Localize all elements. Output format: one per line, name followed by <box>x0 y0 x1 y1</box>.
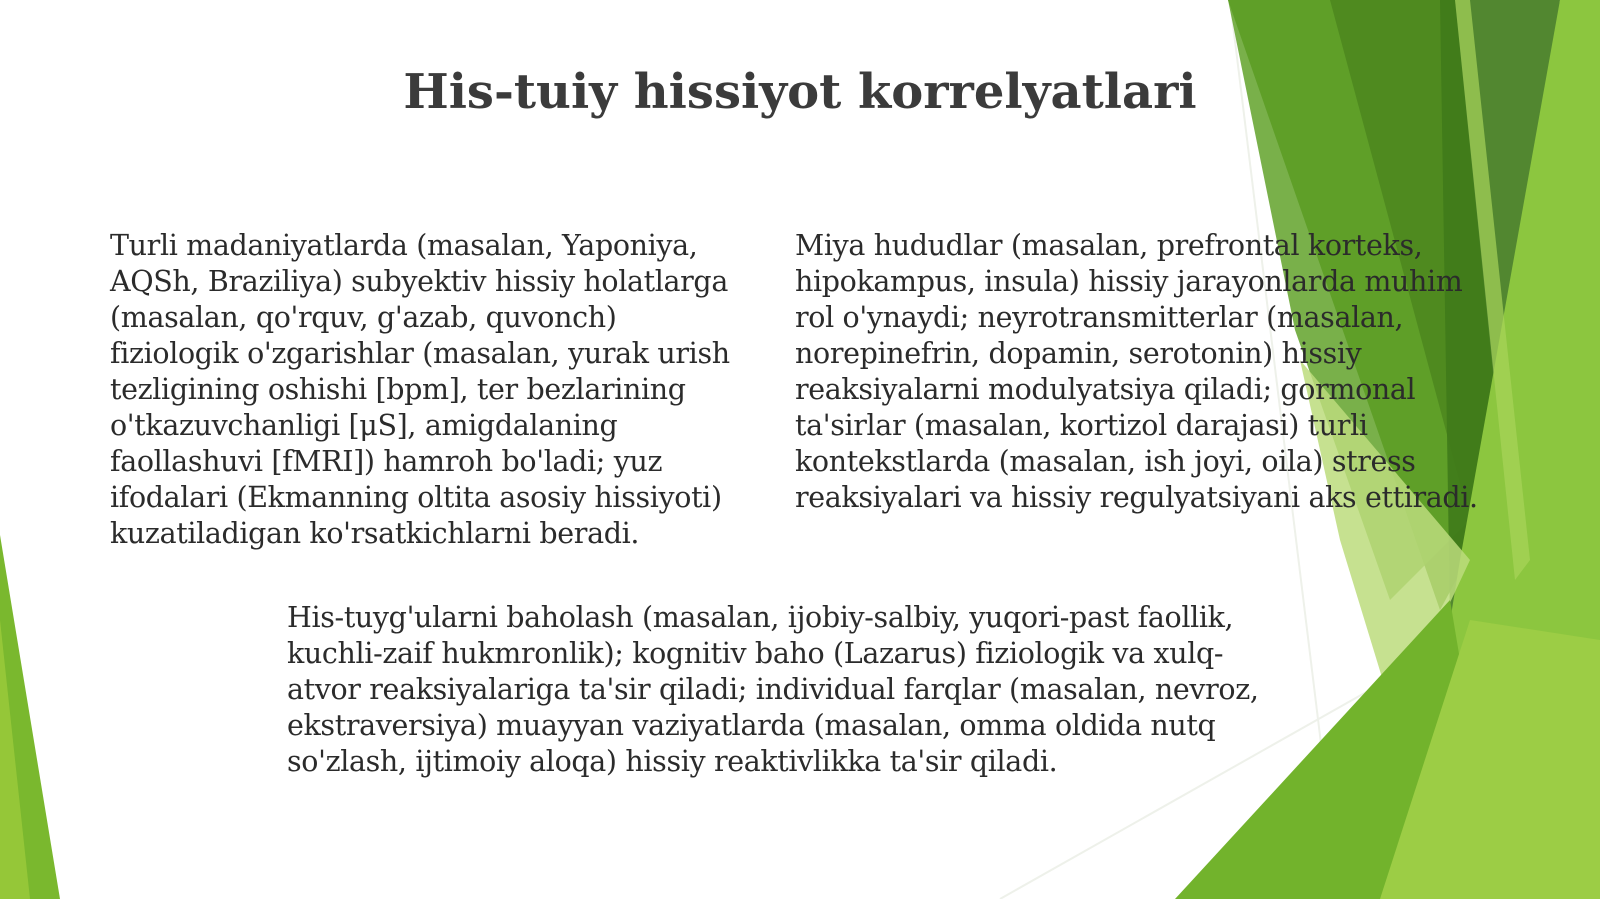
paragraph-right: Miya hududlar (masalan, prefrontal korteks, hipokampus, insula) hissiy jarayonlarda muhim rol o'ynaydi; neyrotransmitterlar (masalan, norepinefrin, dopamin, serotonin) hissiy reaksiyalarni modulyatsiya qiladi; gormonal ta'sirlar (masalan, kortizol darajasi) turli kontekstlarda (masalan, ish joyi, oila) stress reaksiyalari va hissiy regulyatsiyani aks ettiradi. <box>795 229 1478 514</box>
slide-title: His-tuiy hissiyot korrelyatlari <box>403 64 1197 120</box>
paragraph-left: Turli madaniyatlarda (masalan, Yaponiya, AQSh, Braziliya) subyektiv hissiy holatlarga (masalan, qo'rquv, g'azab, quvonch) fiziologik o'zgarishlar (masalan, yurak urish tezligining oshishi [bpm], ter bezlarining o'tkazuvchanligi [μS], amigdalaning faollashuvi [fMRI]) hamroh bo'ladi; yuz ifodalari (Ekmanning oltita asosiy hissiyoti) kuzatiladigan ko'rsatkichlarni beradi. <box>110 229 730 550</box>
paragraph-bottom: His-tuyg'ularni baholash (masalan, ijobiy-salbiy, yuqori-past faollik, kuchli-zaif hukmronlik); kognitiv baho (Lazarus) fiziologik va xulq- atvor reaksiyalariga ta'sir qiladi; individual farqlar (masalan, nevroz, ekstraversiya) muayyan vaziyatlarda (masalan, omma oldida nutq so'zlash, ijtimoiy aloqa) hissiy reaktivlikka ta'sir qiladi. <box>287 601 1259 778</box>
